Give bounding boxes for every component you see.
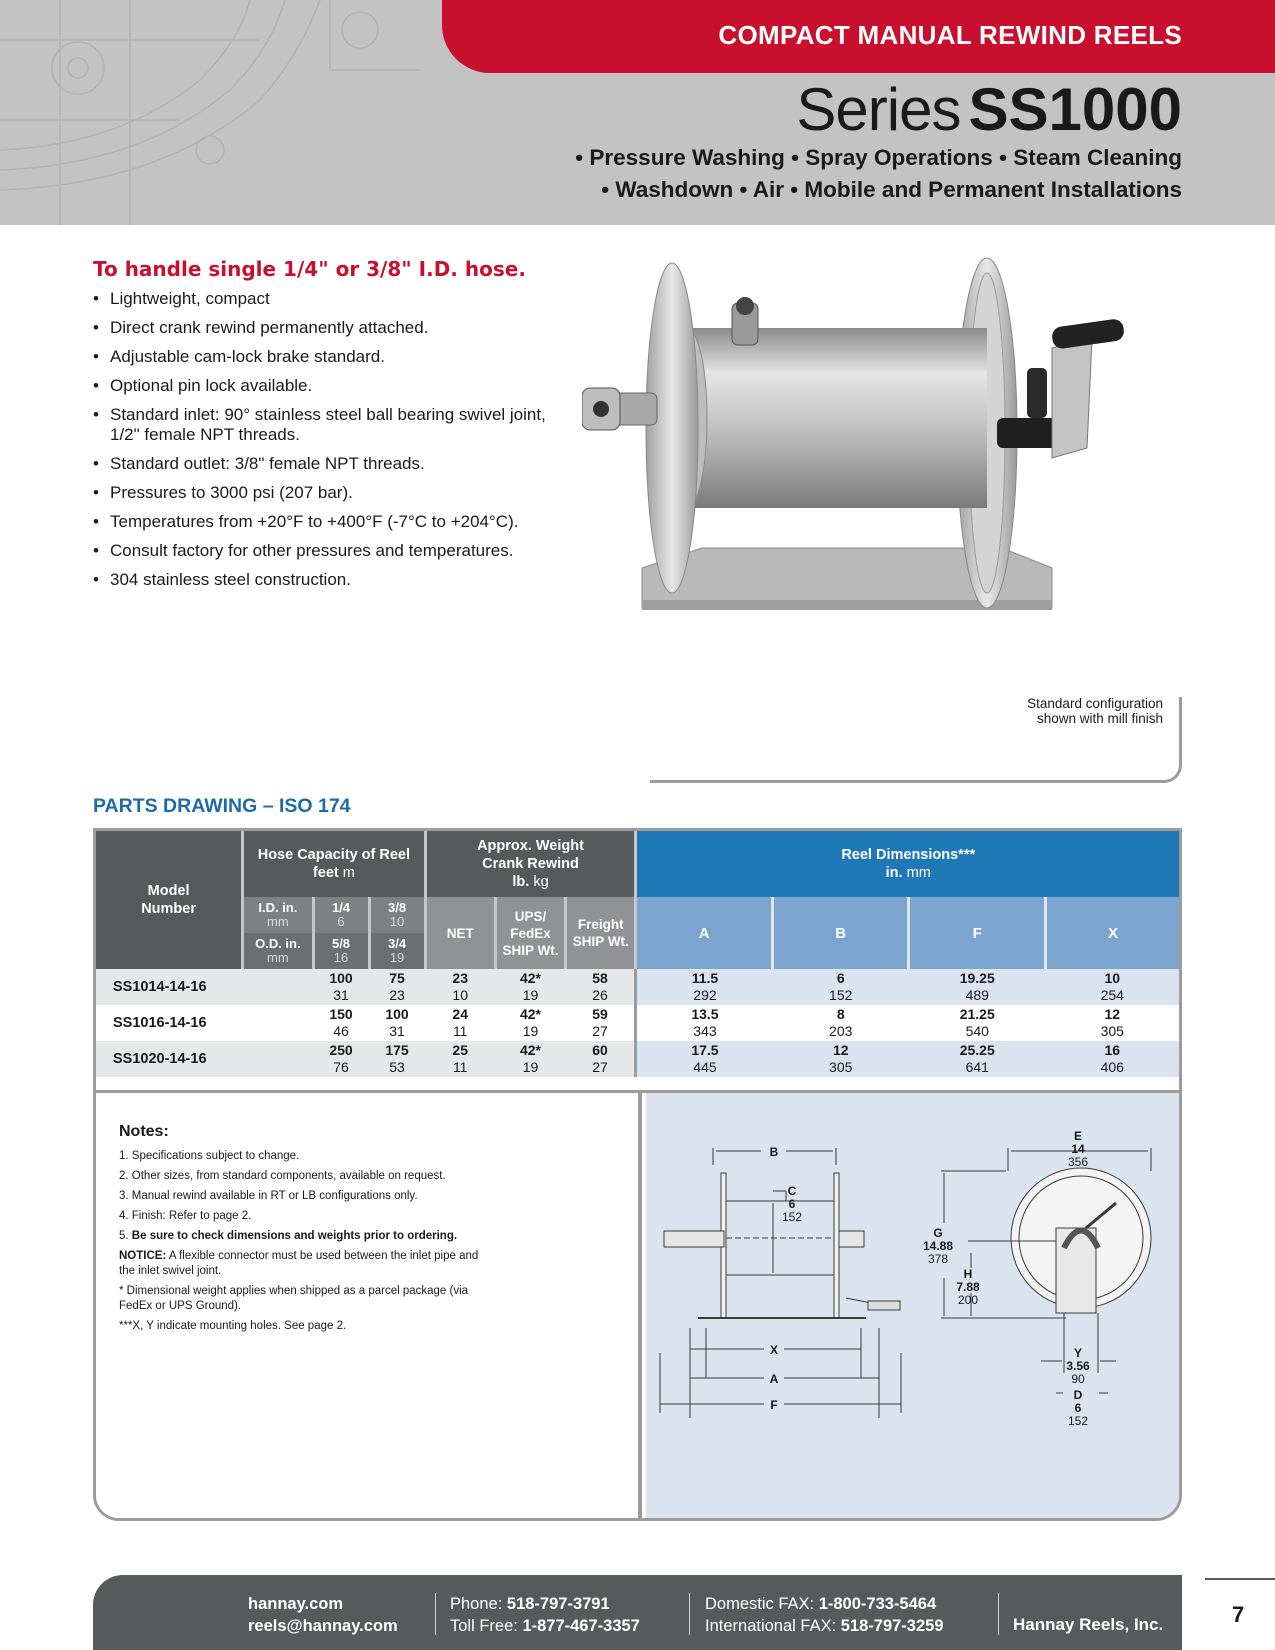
intro-title: To handle single 1/4" or 3/8" I.D. hose. <box>93 257 526 281</box>
cell-capacity-3-8: 100 31 <box>369 1005 425 1041</box>
notes-list <box>119 1149 479 1339</box>
model-number: SS1014-14-16 <box>96 969 313 1005</box>
category-banner-text: COMPACT MANUAL REWIND REELS <box>718 20 1182 50</box>
feature-item: • Pressures to 3000 psi (207 bar). <box>93 483 573 503</box>
dim-label-a: A <box>769 1372 779 1386</box>
cell-freight-weight: 60 27 <box>566 1041 636 1077</box>
col-header-net: NET <box>425 897 495 969</box>
dim-g-inches: 14.88 <box>922 1239 954 1253</box>
feature-item: • 304 stainless steel construction. <box>93 570 573 590</box>
website-link[interactable]: hannay.com <box>248 1595 344 1613</box>
col-header-weight: Approx. Weight Crank Rewind lb. kg <box>425 831 636 897</box>
dim-h-mm: 200 <box>957 1293 979 1307</box>
footer-divider <box>689 1593 690 1635</box>
cell-net-weight: 25 11 <box>425 1041 495 1077</box>
photo-caption-line-1: Standard configuration <box>1027 696 1163 711</box>
id-label-cell: I.D. in. mm <box>243 897 313 933</box>
footer-divider <box>435 1593 436 1635</box>
dim-y-mm: 90 <box>1071 1372 1085 1386</box>
cell-ups-weight: 42* 19 <box>495 969 565 1005</box>
dim-label-h: H <box>963 1267 973 1281</box>
col-header-a: A <box>636 897 773 969</box>
feature-item: • Direct crank rewind permanently attached. <box>93 318 573 338</box>
note-item: 1. Specifications subject to change. <box>119 1150 300 1162</box>
international-fax: 518-797-3259 <box>840 1617 944 1635</box>
cell-capacity-1-4: 250 76 <box>313 1041 369 1077</box>
dim-label-e: E <box>1073 1129 1083 1143</box>
col-header-ups: UPS/ FedEx SHIP Wt. <box>495 897 565 969</box>
specs-panel <box>93 828 1182 1521</box>
col-header-reel-dimensions: Reel Dimensions*** in. mm <box>636 831 1179 897</box>
footer-divider <box>998 1593 999 1635</box>
page-header <box>0 0 1275 225</box>
domestic-fax: 1-800-733-5464 <box>818 1595 937 1613</box>
dim-g-mm: 378 <box>927 1252 949 1266</box>
dim-label-y: Y <box>1073 1346 1083 1360</box>
hose-reel-photo <box>582 248 1194 676</box>
dim-e-inches: 14 <box>1071 1142 1085 1156</box>
dimension-drawing <box>646 1093 1179 1518</box>
cell-dim-b: 12 305 <box>772 1041 909 1077</box>
footer-fax-contact: Domestic FAX: 1-800-733-5464 International FAX: 518-797-3259 <box>705 1595 944 1635</box>
feature-item: • Temperatures from +20°F to +400°F (-7°C to +204°C). <box>93 512 573 532</box>
notes-section <box>96 1093 642 1518</box>
page-footer <box>93 1575 1182 1650</box>
page-number: 7 <box>1232 1602 1245 1627</box>
toll-free-number[interactable]: 1-877-467-3357 <box>522 1617 640 1635</box>
cell-dim-f: 19.25 489 <box>909 969 1046 1005</box>
feature-item: • Adjustable cam-lock brake standard. <box>93 347 573 367</box>
series-prefix: Series <box>796 76 961 143</box>
dim-y-inches: 3.56 <box>1066 1359 1090 1373</box>
cell-dim-x: 16 406 <box>1046 1041 1180 1077</box>
feature-item: • Standard inlet: 90° stainless steel ball bearing swivel joint, 1/2" female NPT threads. <box>93 405 573 445</box>
series-model: SS1000 <box>968 76 1182 143</box>
col-header-b: B <box>772 897 909 969</box>
applications-line-2: • Washdown • Air • Mobile and Permanent Installations <box>601 177 1182 202</box>
footer-web-contact <box>248 1593 398 1637</box>
notes-title: Notes: <box>119 1123 169 1140</box>
category-banner <box>442 0 1275 73</box>
cell-freight-weight: 58 26 <box>566 969 636 1005</box>
od-size-1: 5/8 16 <box>313 933 369 969</box>
notes-and-drawing <box>96 1090 1179 1518</box>
dim-d-mm: 152 <box>1067 1414 1089 1428</box>
table-row <box>96 969 1179 1005</box>
page-number-box <box>1205 1578 1275 1650</box>
dim-e-mm: 356 <box>1067 1155 1089 1169</box>
feature-item: • Consult factory for other pressures and temperatures. <box>93 541 573 561</box>
col-header-hose-capacity: Hose Capacity of Reel feet m <box>243 831 425 897</box>
model-number: SS1020-14-16 <box>96 1041 313 1077</box>
cell-dim-a: 13.5 343 <box>636 1005 773 1041</box>
dim-label-f: F <box>770 1398 778 1412</box>
dim-c-mm: 152 <box>781 1210 803 1224</box>
od-size-2: 3/4 19 <box>369 933 425 969</box>
cell-dim-x: 12 305 <box>1046 1005 1180 1041</box>
cell-dim-x: 10 254 <box>1046 969 1180 1005</box>
dim-d-inches: 6 <box>1074 1401 1082 1415</box>
col-header-freight: Freight SHIP Wt. <box>566 897 636 969</box>
footer-phone-contact: Phone: 518-797-3791 Toll Free: 1-877-467-3357 <box>450 1595 640 1635</box>
dimension-drawing-svg <box>646 1093 1179 1521</box>
caption-bracket-line <box>650 697 1182 783</box>
phone-number[interactable]: 518-797-3791 <box>506 1595 610 1613</box>
photo-caption-line-2: shown with mill finish <box>1036 711 1163 726</box>
id-size-2: 3/8 10 <box>369 897 425 933</box>
table-row <box>96 1041 1179 1077</box>
cell-net-weight: 24 11 <box>425 1005 495 1041</box>
cell-capacity-1-4: 100 31 <box>313 969 369 1005</box>
note-item: 4. Finish: Refer to page 2. <box>119 1210 252 1222</box>
email-link[interactable]: reels@hannay.com <box>248 1617 398 1635</box>
dim-h-inches: 7.88 <box>956 1280 980 1294</box>
feature-list <box>93 289 573 599</box>
notice-item: NOTICE: A flexible connector must be used between the inlet pipe and the inlet swivel joint. <box>119 1250 479 1277</box>
cell-dim-a: 17.5 445 <box>636 1041 773 1077</box>
cell-ups-weight: 42* 19 <box>495 1005 565 1041</box>
specifications-table <box>96 831 1179 1077</box>
cell-net-weight: 23 10 <box>425 969 495 1005</box>
company-name: Hannay Reels, Inc. <box>1013 1615 1164 1634</box>
dim-label-c: C <box>787 1184 797 1198</box>
feature-item: • Lightweight, compact <box>93 289 573 309</box>
table-row <box>96 1005 1179 1041</box>
note-item: 3. Manual rewind available in RT or LB configurations only. <box>119 1190 418 1202</box>
applications-line-1: • Pressure Washing • Spray Operations • Steam Cleaning <box>575 145 1182 170</box>
note-item: 2. Other sizes, from standard components, available on request. <box>119 1170 446 1182</box>
series-title <box>796 75 1182 144</box>
col-header-f: F <box>909 897 1046 969</box>
note-item: * Dimensional weight applies when shipped as a parcel package (via FedEx or UPS Ground). <box>119 1285 469 1312</box>
dim-label-d: D <box>1073 1388 1083 1402</box>
cell-dim-f: 21.25 540 <box>909 1005 1046 1041</box>
parts-drawing-title: PARTS DRAWING – ISO 174 <box>93 795 351 817</box>
cell-ups-weight: 42* 19 <box>495 1041 565 1077</box>
cell-capacity-3-8: 175 53 <box>369 1041 425 1077</box>
cell-dim-f: 25.25 641 <box>909 1041 1046 1077</box>
cell-capacity-3-8: 75 23 <box>369 969 425 1005</box>
cell-dim-b: 8 203 <box>772 1005 909 1041</box>
blueprint-background-graphic <box>0 0 440 225</box>
note-item: 5. Be sure to check dimensions and weights prior to ordering. <box>119 1230 458 1242</box>
note-item: ***X, Y indicate mounting holes. See page 2. <box>119 1320 347 1332</box>
feature-item: • Standard outlet: 3/8" female NPT threads. <box>93 454 573 474</box>
cell-dim-a: 11.5 292 <box>636 969 773 1005</box>
cell-dim-b: 6 152 <box>772 969 909 1005</box>
col-header-x: X <box>1046 897 1180 969</box>
id-size-1: 1/4 6 <box>313 897 369 933</box>
col-header-model: Model Number <box>96 831 243 969</box>
feature-item: • Optional pin lock available. <box>93 376 573 396</box>
dim-label-b: B <box>769 1145 779 1159</box>
dim-label-x: X <box>769 1343 779 1357</box>
cell-freight-weight: 59 27 <box>566 1005 636 1041</box>
model-number: SS1016-14-16 <box>96 1005 313 1041</box>
dim-c-inches: 6 <box>788 1197 796 1211</box>
dim-label-g: G <box>933 1226 943 1240</box>
od-label-cell: O.D. in. mm <box>243 933 313 969</box>
cell-capacity-1-4: 150 46 <box>313 1005 369 1041</box>
